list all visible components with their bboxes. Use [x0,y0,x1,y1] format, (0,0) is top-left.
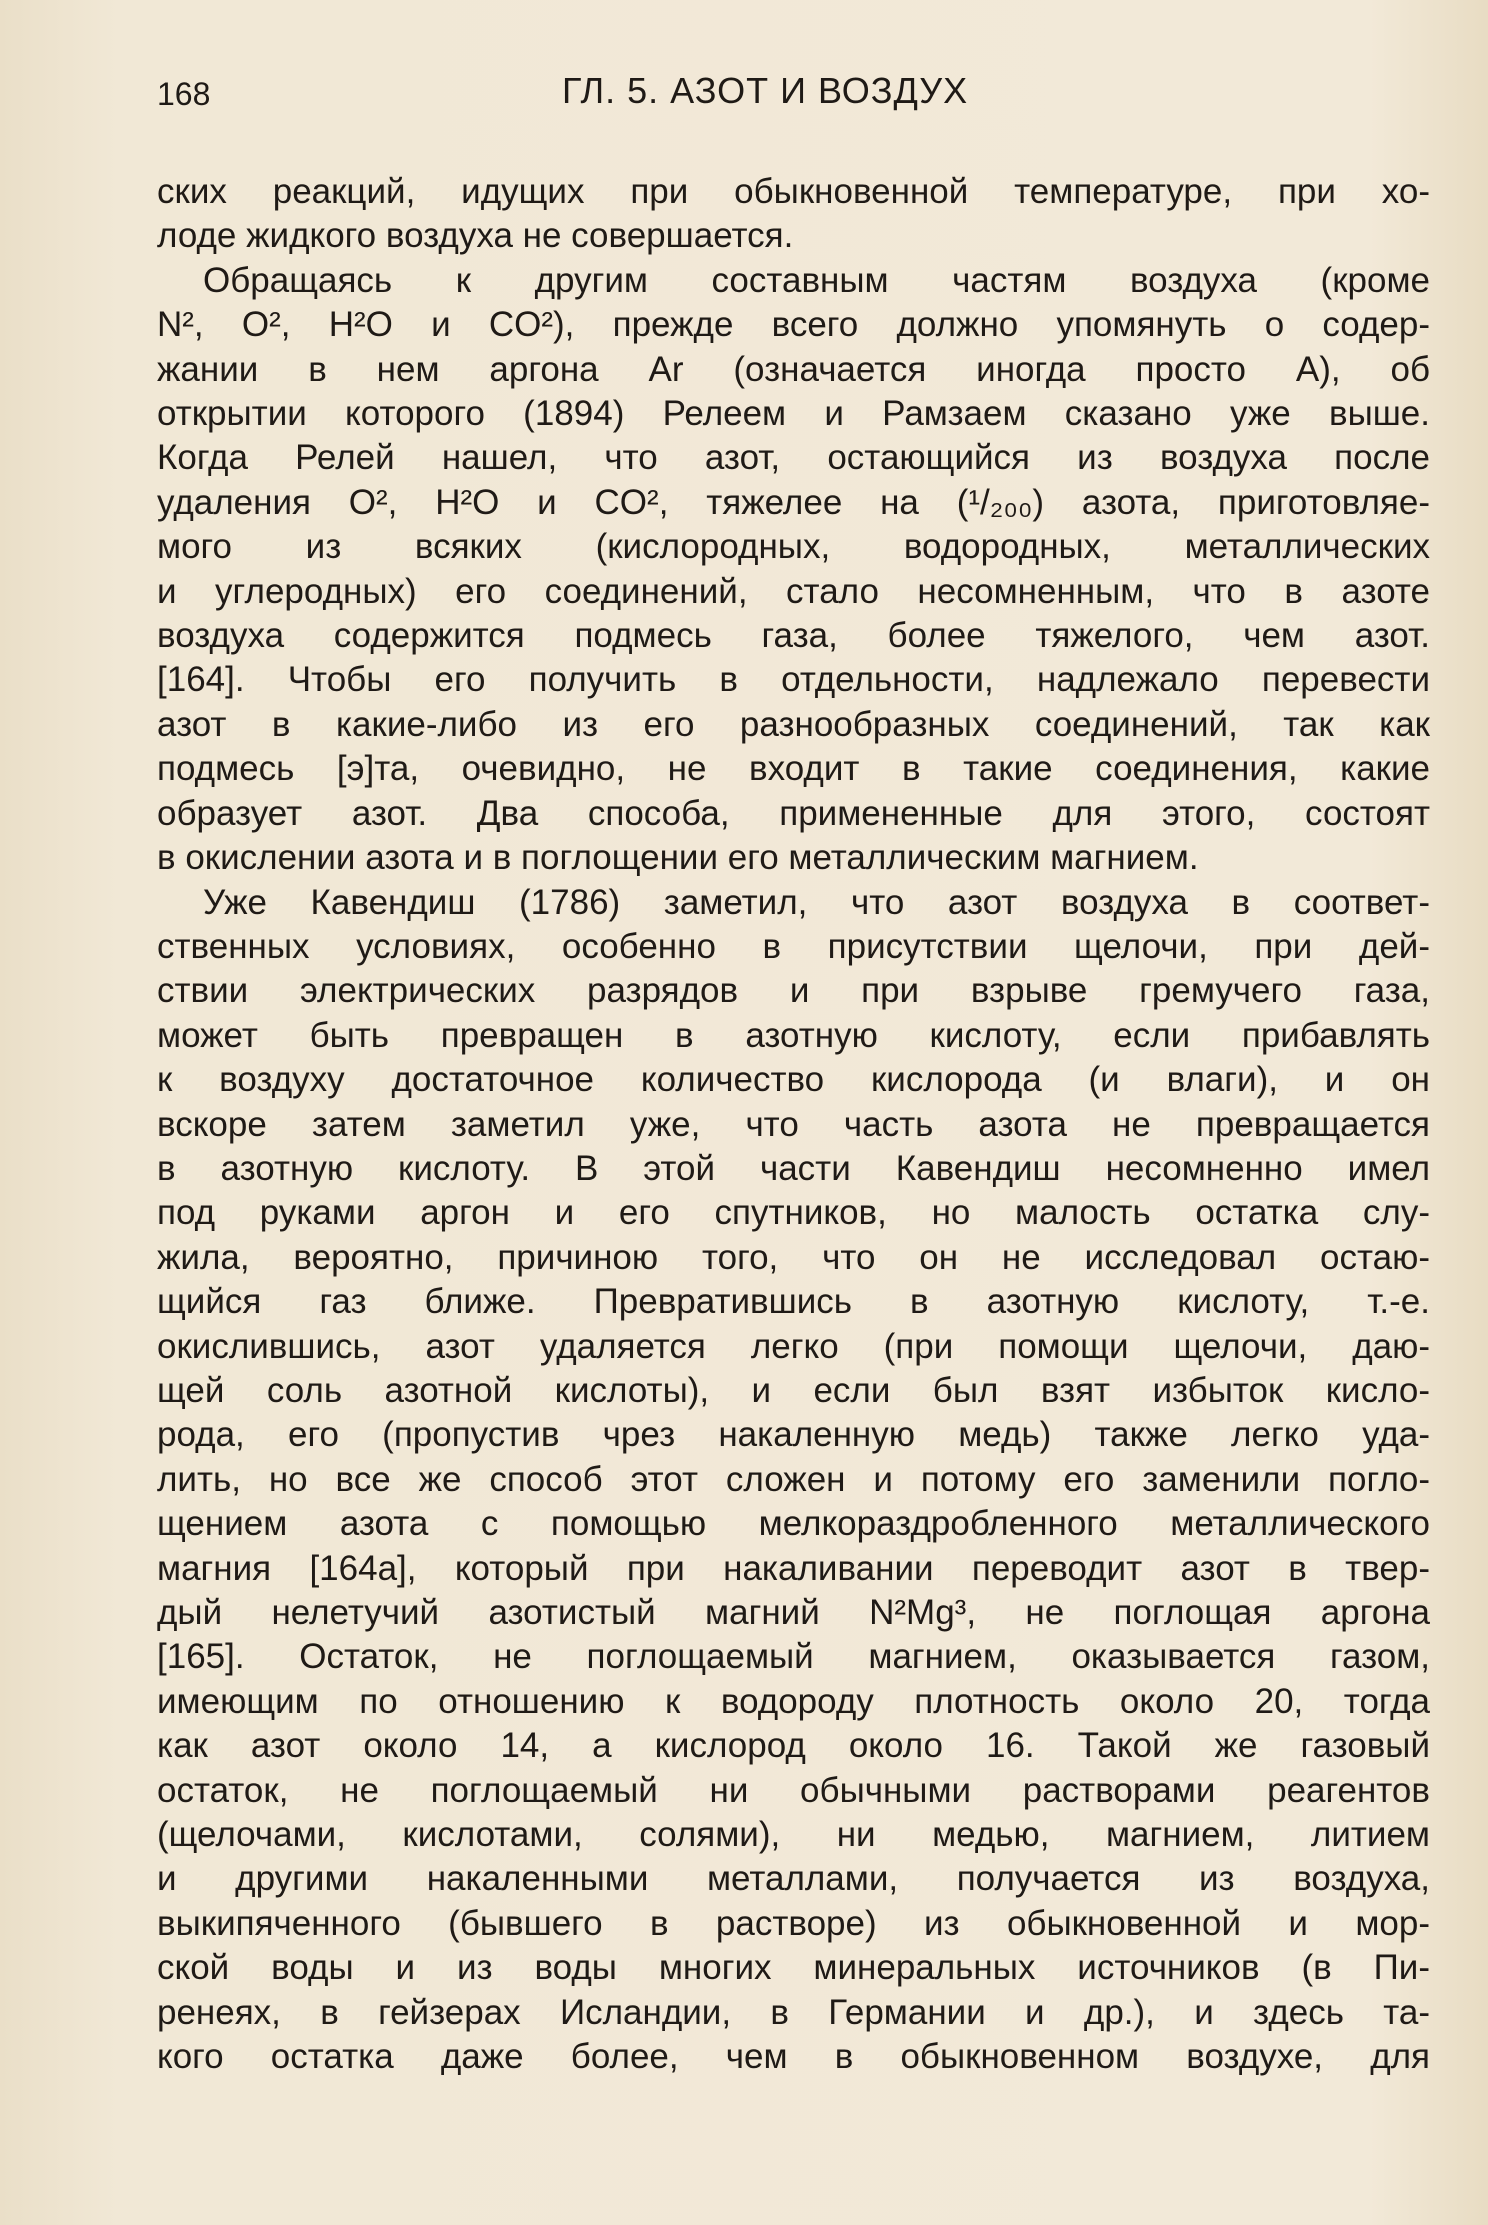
page-number: 168 [157,76,211,112]
body-text [157,170,1430,2079]
text-line: открытии которого (1894) Релеем и Рамзаем сказано уже выше. [157,394,1430,434]
text-line: в окислении азота и в поглощении его металлическим магнием. [157,838,1199,878]
text-line: лоде жидкого воздуха не совершается. [157,216,794,256]
text-line: выкипяченного (бывшего в растворе) из обыкновенной и мор- [157,1903,1430,1943]
text-line: может быть превращен в азотную кислоту, если прибавлять [157,1015,1430,1055]
text-line: остаток, не поглощаемый ни обычными растворами реагентов [157,1770,1430,1810]
text-line: магния [164a], который при накаливании переводит азот в твер- [157,1548,1430,1588]
text-line: ренеях, в гейзерах Исландии, в Германии и др.), и здесь та- [157,1992,1430,2032]
text-line: в азотную кислоту. В этой части Кавендиш несомненно имел [157,1148,1430,1188]
text-line: жила, вероятно, причиною того, что он не исследовал остаю- [157,1237,1430,1277]
running-head: ГЛ. 5. АЗОТ И ВОЗДУХ [562,70,969,111]
text-line: под руками аргон и его спутников, но малость остатка слу- [157,1193,1430,1233]
text-line: рода, его (пропустив чрез накаленную медь) также легко уда- [157,1415,1430,1455]
text-line: кого остатка даже более, чем в обыкновенном воздухе, для [157,2037,1430,2077]
text-line: воздуха содержится подмесь газа, более тяжелого, чем азот. [157,616,1430,656]
text-line: как азот около 14, а кислород около 16. Такой же газовый [157,1726,1430,1766]
text-line: жании в нем аргона Ar (означается иногда просто A), об [157,349,1430,389]
text-line: щением азота с помощью мелкораздробленного металлического [157,1504,1430,1544]
text-line: мого из всяких (кислородных, водородных, металлических [157,527,1430,567]
text-line: и другими накаленными металлами, получается из воздуха, [157,1859,1430,1899]
text-line: и углеродных) его соединений, стало несомненным, что в азоте [157,571,1430,611]
text-line: ственных условиях, особенно в присутствии щелочи, при дей- [157,926,1430,966]
text-line: [164]. Чтобы его получить в отдельности, надлежало перевести [157,660,1430,700]
text-line: Уже Кавендиш (1786) заметил, что азот воздуха в соответ- [203,882,1430,922]
text-line: [165]. Остаток, не поглощаемый магнием, оказывается газом, [157,1637,1430,1677]
text-line: вскоре затем заметил уже, что часть азота не превращается [157,1104,1430,1144]
text-line: щийся газ ближе. Превратившись в азотную кислоту, т.-е. [157,1282,1430,1322]
text-line: имеющим по отношению к водороду плотность около 20, тогда [157,1681,1430,1721]
text-line: дый нелетучий азотистый магний N²Mg³, не поглощая аргона [157,1593,1430,1632]
text-line: окислившись, азот удаляется легко (при помощи щелочи, даю- [157,1326,1430,1366]
text-line: ских реакций, идущих при обыкновенной температуре, при хо- [157,172,1430,211]
text-line: ствии электрических разрядов и при взрыве гремучего газа, [157,971,1430,1011]
text-line: азот в какие-либо из его разнообразных соединений, так как [157,704,1430,744]
text-line: лить, но все же способ этот сложен и потому его заменили поглo- [157,1459,1430,1499]
text-line: щей соль азотной кислоты), и если был взят избыток кисло- [157,1370,1430,1410]
text-line: Обращаясь к другим составным частям воздуха (кроме [203,260,1430,300]
text-line: подмесь [э]та, очевидно, не входит в такие соединения, какие [157,749,1430,789]
text-line: ской воды и из воды многих минеральных источников (в Пи- [157,1948,1430,1988]
text-line: (щелочами, кислотами, солями), ни медью, магнием, литием [157,1815,1430,1855]
text-line: удаления O², H²O и CO², тяжелее на (¹/₂₀₀) азота, приготовляе- [157,482,1430,522]
text-line: Когда Релей нашел, что азот, остающийся из воздуха после [157,438,1430,478]
text-line: образует азот. Два способа, примененные для этого, состоят [157,793,1430,833]
page-header [157,70,1417,126]
text-line: к воздуху достаточное количество кислорода (и влаги), и он [157,1060,1430,1100]
text-line: N², O², H²O и CO²), прежде всего должно упомянуть о содер- [157,305,1430,345]
